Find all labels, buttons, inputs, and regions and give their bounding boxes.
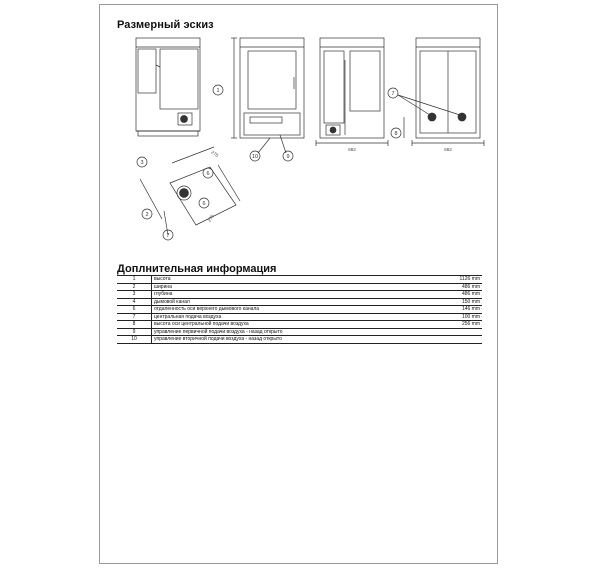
cell-value: 486 mm	[428, 291, 482, 299]
side-view-drawing	[136, 38, 200, 136]
table-row	[117, 336, 482, 344]
cell-desc: высота оси центральной подачи воздуха	[152, 321, 429, 329]
callout-8: 8	[394, 131, 398, 137]
cell-value: 150 mm	[428, 298, 482, 306]
callout-6-bottom: 6	[202, 201, 206, 207]
cell-num: 2	[117, 283, 152, 291]
cell-num: 6	[117, 306, 152, 314]
cell-desc: высота	[152, 276, 429, 284]
callout-6-top: 6	[206, 171, 210, 177]
rear-view-drawing	[316, 38, 388, 146]
table-row	[117, 306, 482, 314]
table-row	[117, 283, 482, 291]
cell-value: 256 mm	[428, 321, 482, 329]
cell-value	[428, 328, 482, 336]
table-row	[117, 291, 482, 299]
callout-3: 3	[140, 160, 144, 166]
cell-value	[428, 336, 482, 344]
cell-value: 146 mm	[428, 306, 482, 314]
cell-desc: ширина	[152, 283, 429, 291]
cell-desc: глубина	[152, 291, 429, 299]
section-title-info: Доплнительная информация	[117, 263, 277, 275]
document-page	[99, 4, 498, 564]
dimension-width-back: 682	[444, 147, 452, 152]
cell-num: 9	[117, 328, 152, 336]
plan-view-drawing	[140, 147, 240, 235]
dimension-width-rear: 682	[348, 147, 356, 152]
section-title-sketch: Размерный эскиз	[117, 19, 214, 31]
cell-num: 10	[117, 336, 152, 344]
callout-7-plan: 7	[166, 233, 170, 239]
cell-num: 7	[117, 313, 152, 321]
cell-num: 1	[117, 276, 152, 284]
cell-num: 8	[117, 321, 152, 329]
cell-value: 100 mm	[428, 313, 482, 321]
callout-2: 2	[145, 212, 149, 218]
back-view-drawing	[404, 38, 484, 146]
cell-num: 3	[117, 291, 152, 299]
callout-10: 10	[251, 154, 259, 160]
cell-desc: управление первичной подачи воздуха - назад открыто	[152, 328, 429, 336]
dimension-plan-bottom: 270	[206, 213, 215, 223]
callout-9: 9	[286, 154, 290, 160]
table-row	[117, 298, 482, 306]
info-table	[117, 275, 482, 344]
front-view-drawing	[231, 38, 304, 138]
cell-desc: дымовой канал	[152, 298, 429, 306]
table-row	[117, 328, 482, 336]
callout-7-rear: 7	[391, 91, 395, 97]
table-row	[117, 276, 482, 284]
table-row	[117, 313, 482, 321]
cell-value: 1126 mm	[428, 276, 482, 284]
cell-desc: управление вторичной подачи воздуха - назад открыто	[152, 336, 429, 344]
cell-num: 4	[117, 298, 152, 306]
cell-desc: отдаленность оси верхнего дымового канала	[152, 306, 429, 314]
cell-value: 486 mm	[428, 283, 482, 291]
cell-desc: центральная подача воздуха	[152, 313, 429, 321]
callout-1: 1	[216, 88, 220, 94]
table-row	[117, 321, 482, 329]
dimension-drawings	[100, 5, 499, 265]
dimension-plan-top: 270	[210, 149, 220, 158]
